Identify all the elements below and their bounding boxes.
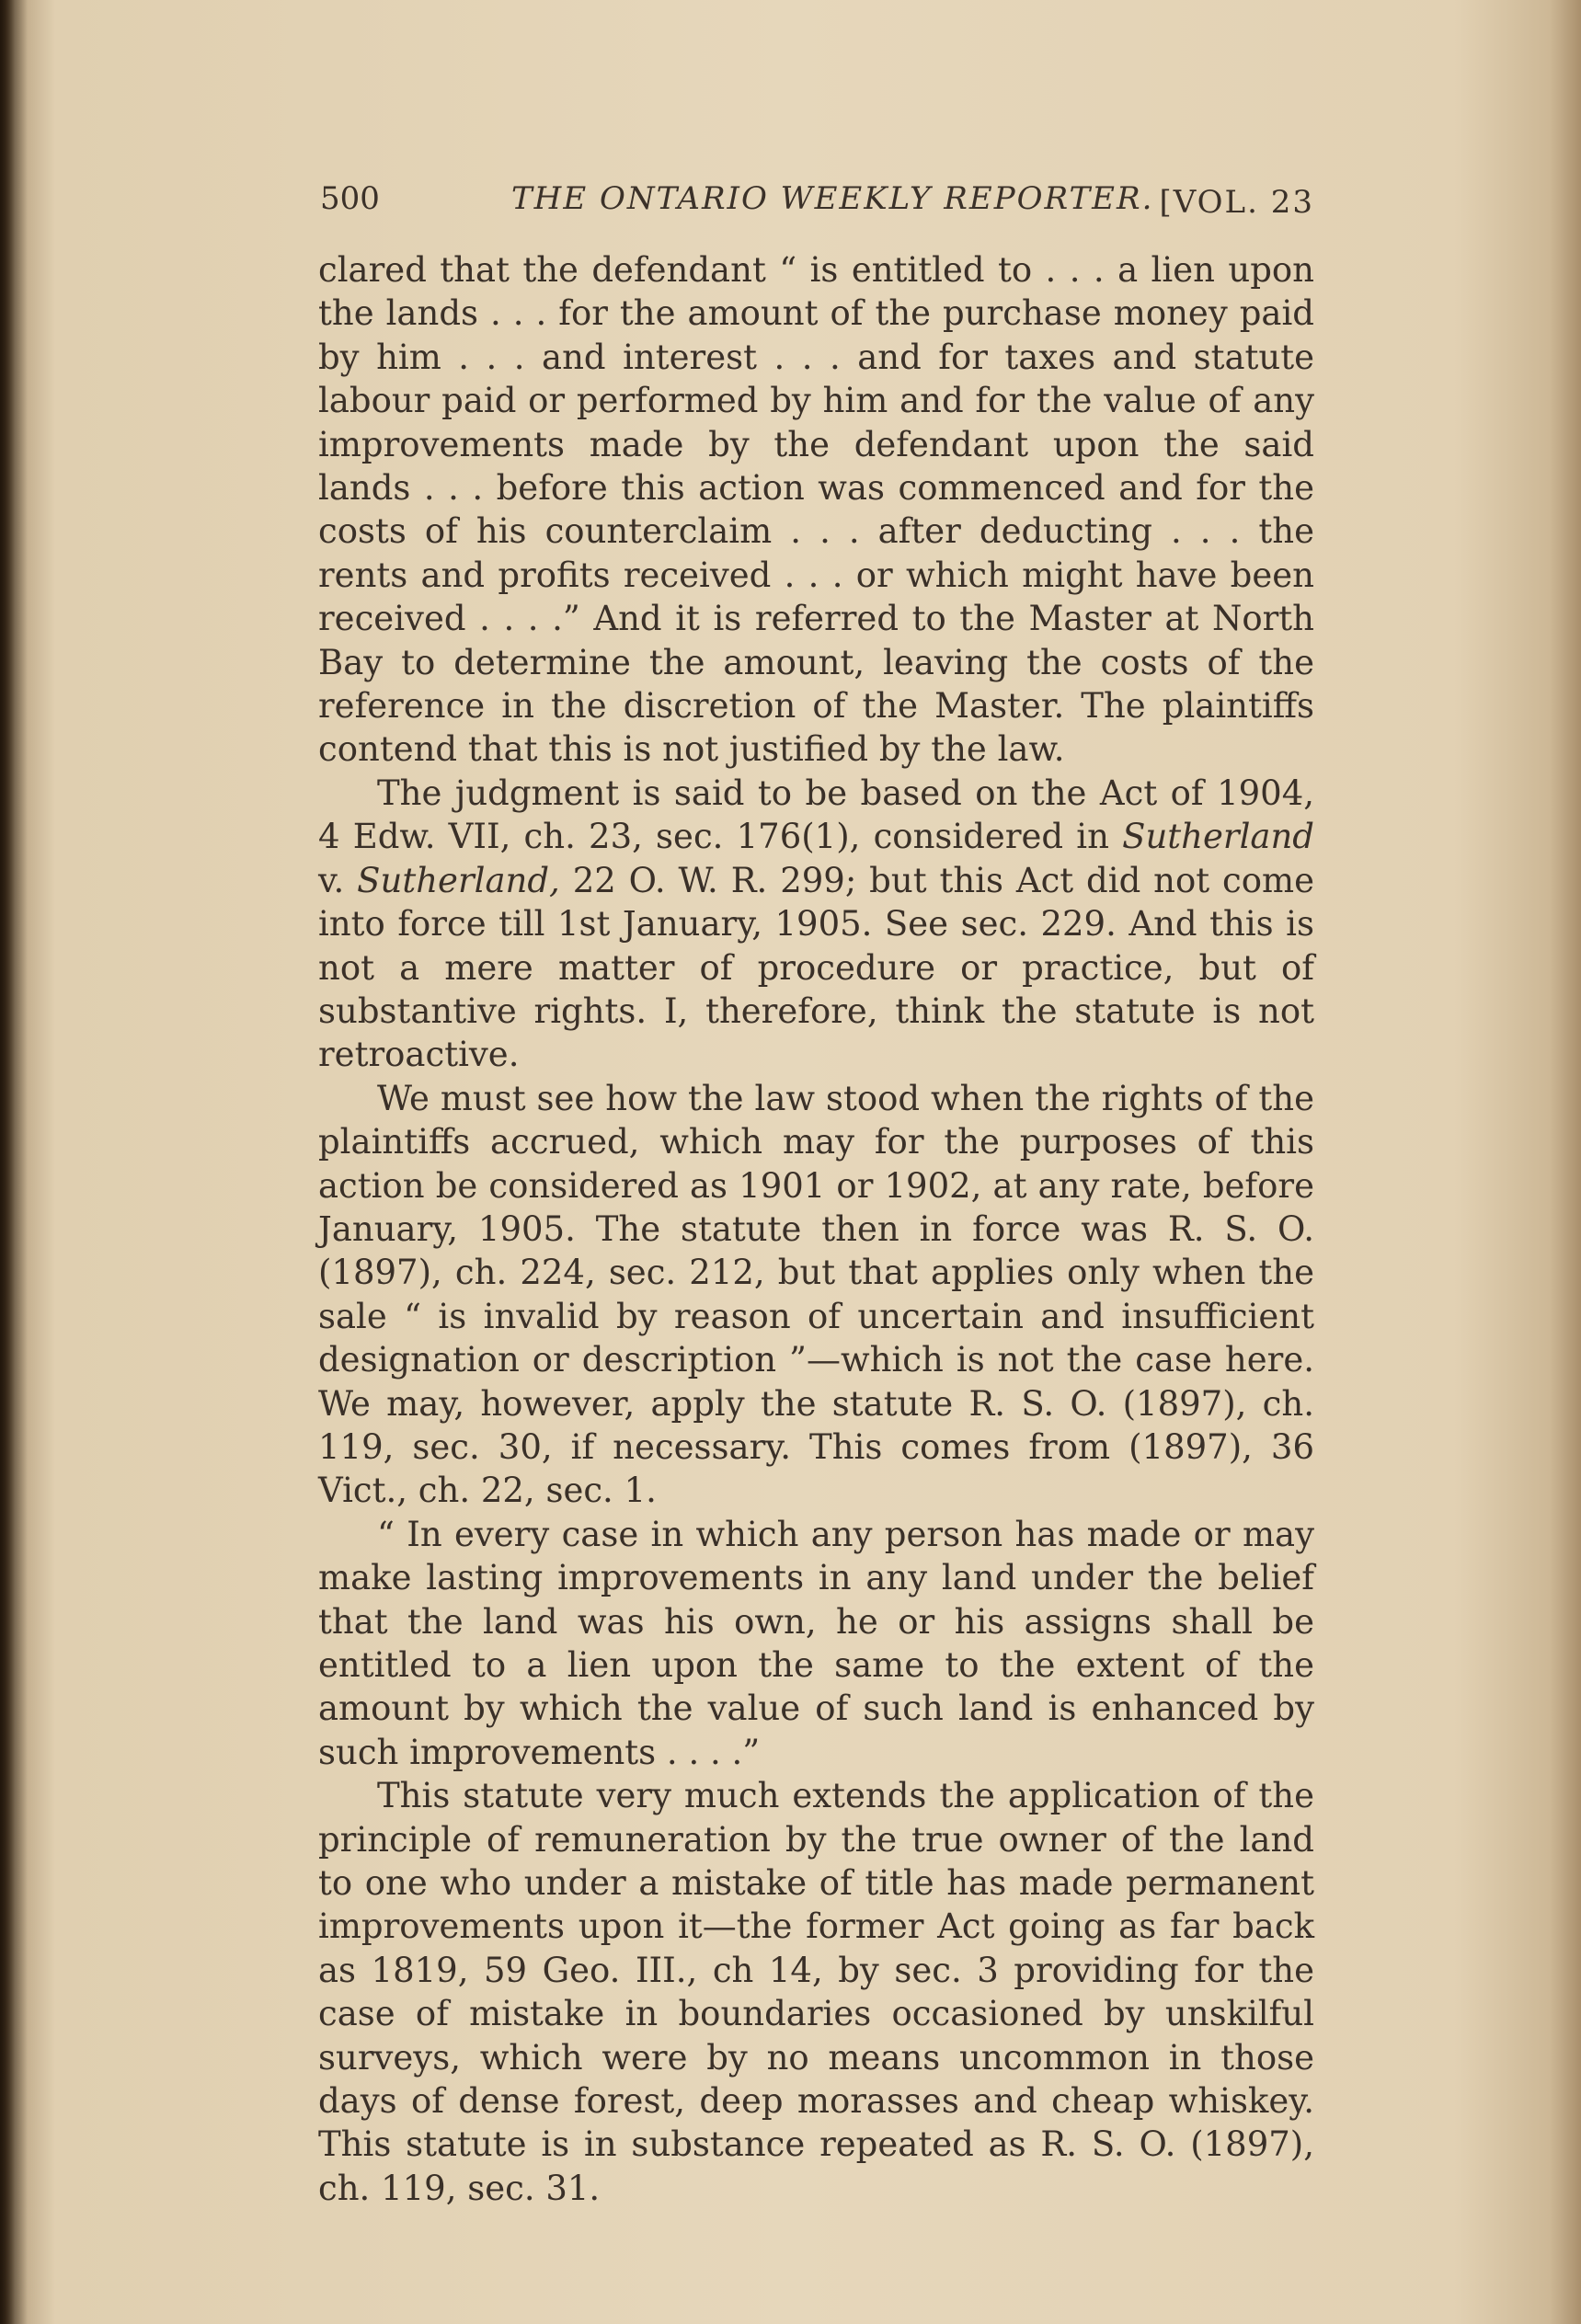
case-name-italic: Sutherland, bbox=[357, 860, 560, 900]
text-run: This statute very much extends the application of the principle of remuneration by the true owner of the land to one who under a mistake of title has made permanent improvements upon it—the former Act going as far back as 1819, 59 Geo. III., ch 14, by sec. 3 providing for the case of mistake in boundaries occasioned by unskilful surveys, which were by no means uncommon in those days of dense forest, deep morasses and cheap whiskey. This statute is in substance repeated as R. S. O. (1897), ch. 119, sec. 31. bbox=[318, 1776, 1314, 2208]
volume-label: [VOL. 23 bbox=[1159, 184, 1314, 221]
page-number: 500 bbox=[320, 180, 380, 217]
paragraph bbox=[318, 1077, 1314, 1513]
text-run: 22 O. W. R. 299; but this Act did not come into force till 1st January, 1905. See sec. 229. And this is not a mere matter of procedure or practice, but of substantive rights. I, therefore, think the statute is not retroactive. bbox=[318, 860, 1314, 1075]
paragraph bbox=[318, 772, 1314, 1077]
paragraph bbox=[318, 248, 1314, 772]
running-header bbox=[318, 175, 1314, 230]
text-run: v. bbox=[318, 860, 358, 900]
text-run: “ In every case in which any person has made or may make lasting improvements in any land under the belief that the land was his own, he or his assigns shall be entitled to a lien upon the same to the extent of the amount by which the value of such land is enhanced by such improvements . . . .” bbox=[318, 1514, 1314, 1772]
body-text bbox=[318, 248, 1314, 2210]
paragraph bbox=[318, 1774, 1314, 2210]
text-block bbox=[318, 175, 1314, 2210]
case-name-italic: Sutherland bbox=[1122, 817, 1314, 857]
text-run: The judgment is said to be based on the Act of 1904, 4 Edw. VII, ch. 23, sec. 176(1), considered in bbox=[318, 773, 1314, 857]
quoted-paragraph bbox=[318, 1513, 1314, 1774]
binding-shadow bbox=[0, 0, 28, 2324]
text-run: We must see how the law stood when the rights of the plaintiffs accrued, which may for the purposes of this action be considered as 1901 or 1902, at any rate, before January, 1905. The statute then in force was R. S. O. (1897), ch. 224, sec. 212, but that applies only when the sale “ is invalid by reason of uncertain and insufficient designation or description ”—which is not the case here. We may, however, apply the statute R. S. O. (1897), ch. 119, sec. 30, if necessary. This comes from (1897), 36 Vict., ch. 22, sec. 1. bbox=[318, 1078, 1314, 1511]
journal-title: THE ONTARIO WEEKLY REPORTER. bbox=[511, 180, 1154, 217]
text-run: clared that the defendant “ is entitled to . . . a lien upon the lands . . . for the amount of the purchase money paid by him . . . and interest . . . and for taxes and statute labour paid or performed by him and for the value of any improvements made by the defendant upon the said lands . . . before this action was commenced and for the costs of his counterclaim . . . after deducting . . . the rents and profits received . . . or which might have been received . . . .” And it is referred to the Master at North Bay to determine the amount, leaving the costs of the reference in the discretion of the Master. The plaintiffs contend that this is not justified by the law. bbox=[318, 250, 1314, 770]
